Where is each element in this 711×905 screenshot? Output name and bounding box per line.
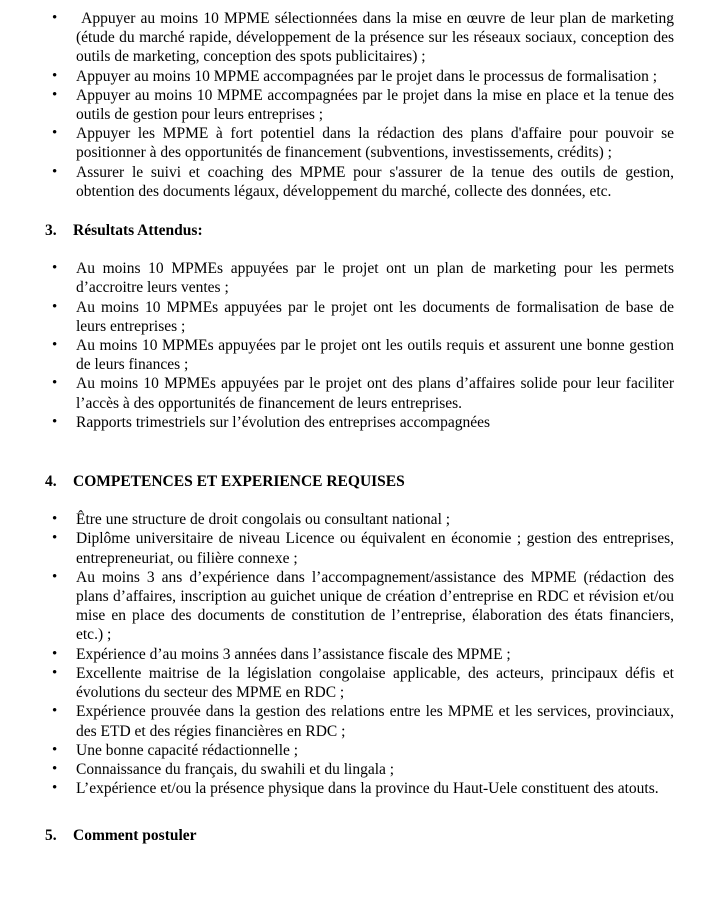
heading-text: Résultats Attendus: [73,222,203,240]
list-item-text: Expérience prouvée dans la gestion des relations entre les MPME et les services, provinciaux, des ETD et des régies financières en RDC ; [76,703,678,740]
list-item-text: Appuyer au moins 10 MPME accompagnées par le projet dans la mise en place et la tenue des outils de gestion pour leurs entreprises ; [76,86,678,124]
list-item [52,9,678,67]
list-item [52,374,678,412]
list-item [52,259,678,297]
bullet-list-competences [52,510,678,798]
bullet-icon: • [52,741,58,758]
list-item [52,298,678,336]
list-item-text: Au moins 10 MPMEs appuyées par le projet ont un plan de marketing pour les permets d’accroitre leurs ventes ; [76,260,678,297]
list-item-text: Expérience d’au moins 3 années dans l’assistance fiscale des MPME ; [76,645,511,663]
list-item-text: Diplôme universitaire de niveau Licence ou équivalent en économie ; gestion des entreprises, entrepreneuriat, ou filière connexe ; [76,530,678,567]
list-item-text: Au moins 10 MPMEs appuyées par le projet ont les outils requis et assurent une bonne gestion de leurs finances ; [76,337,678,374]
list-item [52,760,674,779]
list-item [52,163,678,201]
list-item [52,86,678,124]
bullet-icon: • [52,10,58,26]
list-item-text: Être une structure de droit congolais ou consultant national ; [76,511,451,529]
list-item-text: Une bonne capacité rédactionnelle ; [76,741,299,759]
bullet-icon: • [52,780,58,797]
list-item-text: Assurer le suivi et coaching des MPME pour s'assurer de la tenue des outils de gestion, obtention des documents légaux, développement du marché, collecte des données, etc. [76,163,678,200]
document-content [45,9,678,846]
bullet-icon: • [52,375,58,392]
list-item [52,645,674,664]
list-item-text: Appuyer au moins 10 MPME accompagnées par le projet dans le processus de formalisation ; [76,67,658,85]
bullet-icon: • [52,298,58,315]
bullet-icon: • [52,760,58,777]
bullet-icon: • [52,511,58,528]
heading-text: COMPETENCES ET EXPERIENCE REQUISES [73,473,405,491]
bullet-icon: • [52,260,58,277]
heading-number: 5. [45,827,57,845]
list-item [52,413,674,432]
list-item-text: Au moins 10 MPMEs appuyées par le projet ont les documents de formalisation de base de leurs entreprises ; [76,298,678,335]
bullet-list-activities [52,9,678,201]
list-item [52,568,678,645]
heading-number: 4. [45,473,57,491]
bullet-icon: • [52,125,58,142]
section-heading-resultats-attendus [45,221,674,240]
bullet-icon: • [52,413,58,430]
section-heading-competences [45,472,674,491]
list-item [52,779,674,798]
list-item-text: Au moins 3 ans d’expérience dans l’accompagnement/assistance des MPME (rédaction des plans d’affaires, inscription au guichet unique de création d’entreprise en RDC et révision et/ou mise en place des documents de constitution de l’entreprise, élaboration des états financiers, etc.) ; [76,568,678,644]
bullet-icon: • [52,530,58,547]
list-item [52,741,674,760]
list-item-text: Excellente maitrise de la législation congolaise applicable, des acteurs, principaux défis et évolutions du secteur des MPME en RDC ; [76,664,678,702]
bullet-icon: • [52,337,58,354]
list-item [52,510,674,529]
section-heading-comment-postuler [45,826,674,845]
list-item [52,336,678,374]
bullet-icon: • [52,568,58,585]
bullet-icon: • [52,664,58,681]
list-item-text: Appuyer au moins 10 MPME sélectionnées dans la mise en œuvre de leur plan de marketing (étude du marché rapide, développement de la présence sur les réseaux sociaux, conception des outils de marketing, conception des spots publicitaires) ; [76,10,678,66]
list-item-text: Connaissance du français, du swahili et du lingala ; [76,760,395,778]
bullet-icon: • [52,703,58,720]
heading-text: Comment postuler [73,827,197,845]
list-item-text: Rapports trimestriels sur l’évolution des entreprises accompagnées [76,413,491,431]
list-item-text: L’expérience et/ou la présence physique dans la province du Haut-Uele constituent des atouts. [76,780,659,798]
list-item [52,124,678,162]
heading-number: 3. [45,222,57,240]
list-item [52,702,678,740]
bullet-icon: • [52,645,58,662]
bullet-icon: • [52,86,58,103]
list-item [52,529,678,567]
list-item [52,67,674,86]
list-item-text: Appuyer les MPME à fort potentiel dans la rédaction des plans d'affaire pour pouvoir se positionner à des opportunités de financement (subventions, investissements, crédits) ; [76,125,678,162]
bullet-list-resultats [52,259,678,432]
list-item-text: Au moins 10 MPMEs appuyées par le projet ont des plans d’affaires solide pour leur faciliter l’accès à des opportunités de financement de leurs entreprises. [76,375,678,412]
bullet-icon: • [52,67,58,84]
bullet-icon: • [52,163,58,180]
list-item [52,664,678,702]
